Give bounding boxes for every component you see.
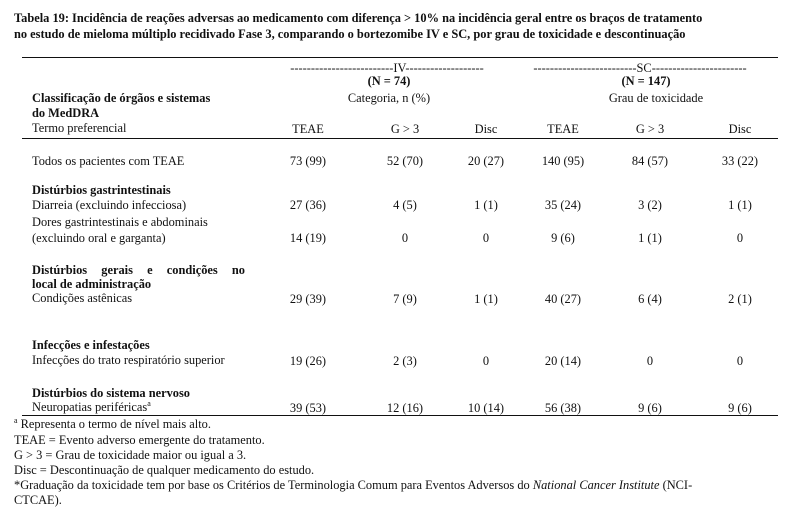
cell-all-sc-g3: 84 (57) <box>631 154 669 168</box>
footnote-grading-italic: National Cancer Institute <box>532 478 660 492</box>
sc-group-n: (N = 147) <box>621 74 671 88</box>
section-general-heading-text: Distúrbios gerais e condições no <box>32 263 245 277</box>
cell-diarrhea-iv-disc: 1 (1) <box>474 198 498 212</box>
footnote-a-text: Representa o termo de nível mais alto. <box>17 417 211 431</box>
table-bottom-rule <box>22 415 778 416</box>
section-general-heading-line-1 <box>32 263 245 277</box>
cell-neuro-iv-teae: 39 (53) <box>289 401 327 415</box>
caption-line-1: Tabela 19: Incidência de reações adversas ao medicamento com diferença > 10% na incidência geral entre os braços de tratamento <box>14 11 703 25</box>
col-header-iv-disc: Disc <box>474 122 498 136</box>
table-top-rule <box>22 57 778 58</box>
cell-all-iv-teae: 73 (99) <box>289 154 327 168</box>
cell-diarrhea-sc-g3: 3 (2) <box>638 198 662 212</box>
row-label-asthenic: Condições astênicas <box>32 291 133 305</box>
cell-gi-pain-sc-disc: 0 <box>736 231 744 245</box>
row-label-all-patients: Todos os pacientes com TEAE <box>32 154 185 168</box>
iv-group-title: -------------------------IV------------------- <box>290 61 484 75</box>
col-header-sc-g3: G > 3 <box>635 122 665 136</box>
section-nervous-heading: Distúrbios do sistema nervoso <box>32 386 190 400</box>
cell-all-sc-teae: 140 (95) <box>541 154 585 168</box>
footnote-teae: TEAE = Evento adverso emergente do tratamento. <box>14 433 265 447</box>
cell-neuro-sc-disc: 9 (6) <box>728 401 752 415</box>
caption-line-2: no estudo de mieloma múltiplo recidivado Fase 3, comparando o bortezomibe IV e SC, por grau de toxicidade e descontinuação <box>14 27 686 41</box>
col-header-sc-disc: Disc <box>728 122 752 136</box>
section-gi-heading: Distúrbios gastrintestinais <box>32 183 171 197</box>
cell-asthenic-sc-disc: 2 (1) <box>728 292 752 306</box>
cell-asthenic-iv-g3: 7 (9) <box>393 292 417 306</box>
row-label-neuropathy <box>32 400 151 414</box>
sc-group-title: -------------------------SC----------------------- <box>533 61 747 75</box>
cell-asthenic-sc-g3: 6 (4) <box>638 292 662 306</box>
section-general-heading-line-2: local de administração <box>32 277 152 291</box>
cell-uri-iv-teae: 19 (26) <box>289 354 327 368</box>
cell-asthenic-sc-teae: 40 (27) <box>544 292 582 306</box>
footnote-disc: Disc = Descontinuação de qualquer medicamento do estudo. <box>14 463 315 477</box>
soc-header-line-1: Classificação de órgãos e sistemas <box>32 91 211 105</box>
section-infections-heading: Infecções e infestações <box>32 338 150 352</box>
cell-asthenic-iv-disc: 1 (1) <box>474 292 498 306</box>
cell-uri-sc-g3: 0 <box>646 354 654 368</box>
footnote-grading-pre: *Graduação da toxicidade tem por base os Critérios de Terminologia Comum para Eventos Adversos do <box>14 478 533 492</box>
cell-uri-sc-disc: 0 <box>736 354 744 368</box>
cell-gi-pain-iv-teae: 14 (19) <box>289 231 327 245</box>
cell-diarrhea-iv-teae: 27 (36) <box>289 198 327 212</box>
cell-neuro-iv-g3: 12 (16) <box>386 401 424 415</box>
cell-all-iv-g3: 52 (70) <box>386 154 424 168</box>
footnote-grading <box>14 478 692 492</box>
footnote-grading-post: (NCI- <box>659 478 693 492</box>
cell-gi-pain-iv-disc: 0 <box>482 231 490 245</box>
col-header-sc-teae: TEAE <box>547 122 579 136</box>
row-label-gi-pain-line-2: (excluindo oral e garganta) <box>32 231 166 245</box>
sc-group-subtitle: Grau de toxicidade <box>608 91 704 105</box>
row-label-diarrhea: Diarreia (excluindo infecciosa) <box>32 198 187 212</box>
cell-diarrhea-sc-disc: 1 (1) <box>728 198 752 212</box>
cell-neuro-iv-disc: 10 (14) <box>467 401 505 415</box>
cell-neuro-sc-teae: 56 (38) <box>544 401 582 415</box>
header-rule <box>22 138 778 139</box>
cell-all-iv-disc: 20 (27) <box>467 154 505 168</box>
col-header-iv-teae: TEAE <box>292 122 324 136</box>
cell-all-sc-disc: 33 (22) <box>721 154 759 168</box>
footnote-g3: G > 3 = Grau de toxicidade maior ou igual a 3. <box>14 448 247 462</box>
footnote-a <box>14 417 211 431</box>
cell-uri-sc-teae: 20 (14) <box>544 354 582 368</box>
cell-gi-pain-sc-g3: 1 (1) <box>638 231 662 245</box>
cell-uri-iv-g3: 2 (3) <box>393 354 417 368</box>
iv-group-n: (N = 74) <box>367 74 411 88</box>
cell-uri-iv-disc: 0 <box>482 354 490 368</box>
table-caption <box>14 10 790 42</box>
cell-asthenic-iv-teae: 29 (39) <box>289 292 327 306</box>
cell-gi-pain-sc-teae: 9 (6) <box>551 231 575 245</box>
row-label-gi-pain-line-1: Dores gastrintestinais e abdominais <box>32 215 208 229</box>
footnote-grading-line-2: CTCAE). <box>14 493 62 507</box>
col-header-iv-g3: G > 3 <box>390 122 420 136</box>
row-label-uri: Infecções do trato respiratório superior <box>32 353 225 367</box>
soc-header-line-2: do MedDRA <box>32 106 100 120</box>
footnote-a-mark: a <box>14 415 18 425</box>
cell-gi-pain-iv-g3: 0 <box>401 231 409 245</box>
preferred-term-header: Termo preferencial <box>32 121 127 135</box>
footnote-mark-a: a <box>147 398 151 408</box>
iv-group-subtitle: Categoria, n (%) <box>347 91 431 105</box>
cell-diarrhea-iv-g3: 4 (5) <box>393 198 417 212</box>
cell-diarrhea-sc-teae: 35 (24) <box>544 198 582 212</box>
row-label-neuropathy-text: Neuropatias periféricas <box>32 400 148 414</box>
cell-neuro-sc-g3: 9 (6) <box>638 401 662 415</box>
